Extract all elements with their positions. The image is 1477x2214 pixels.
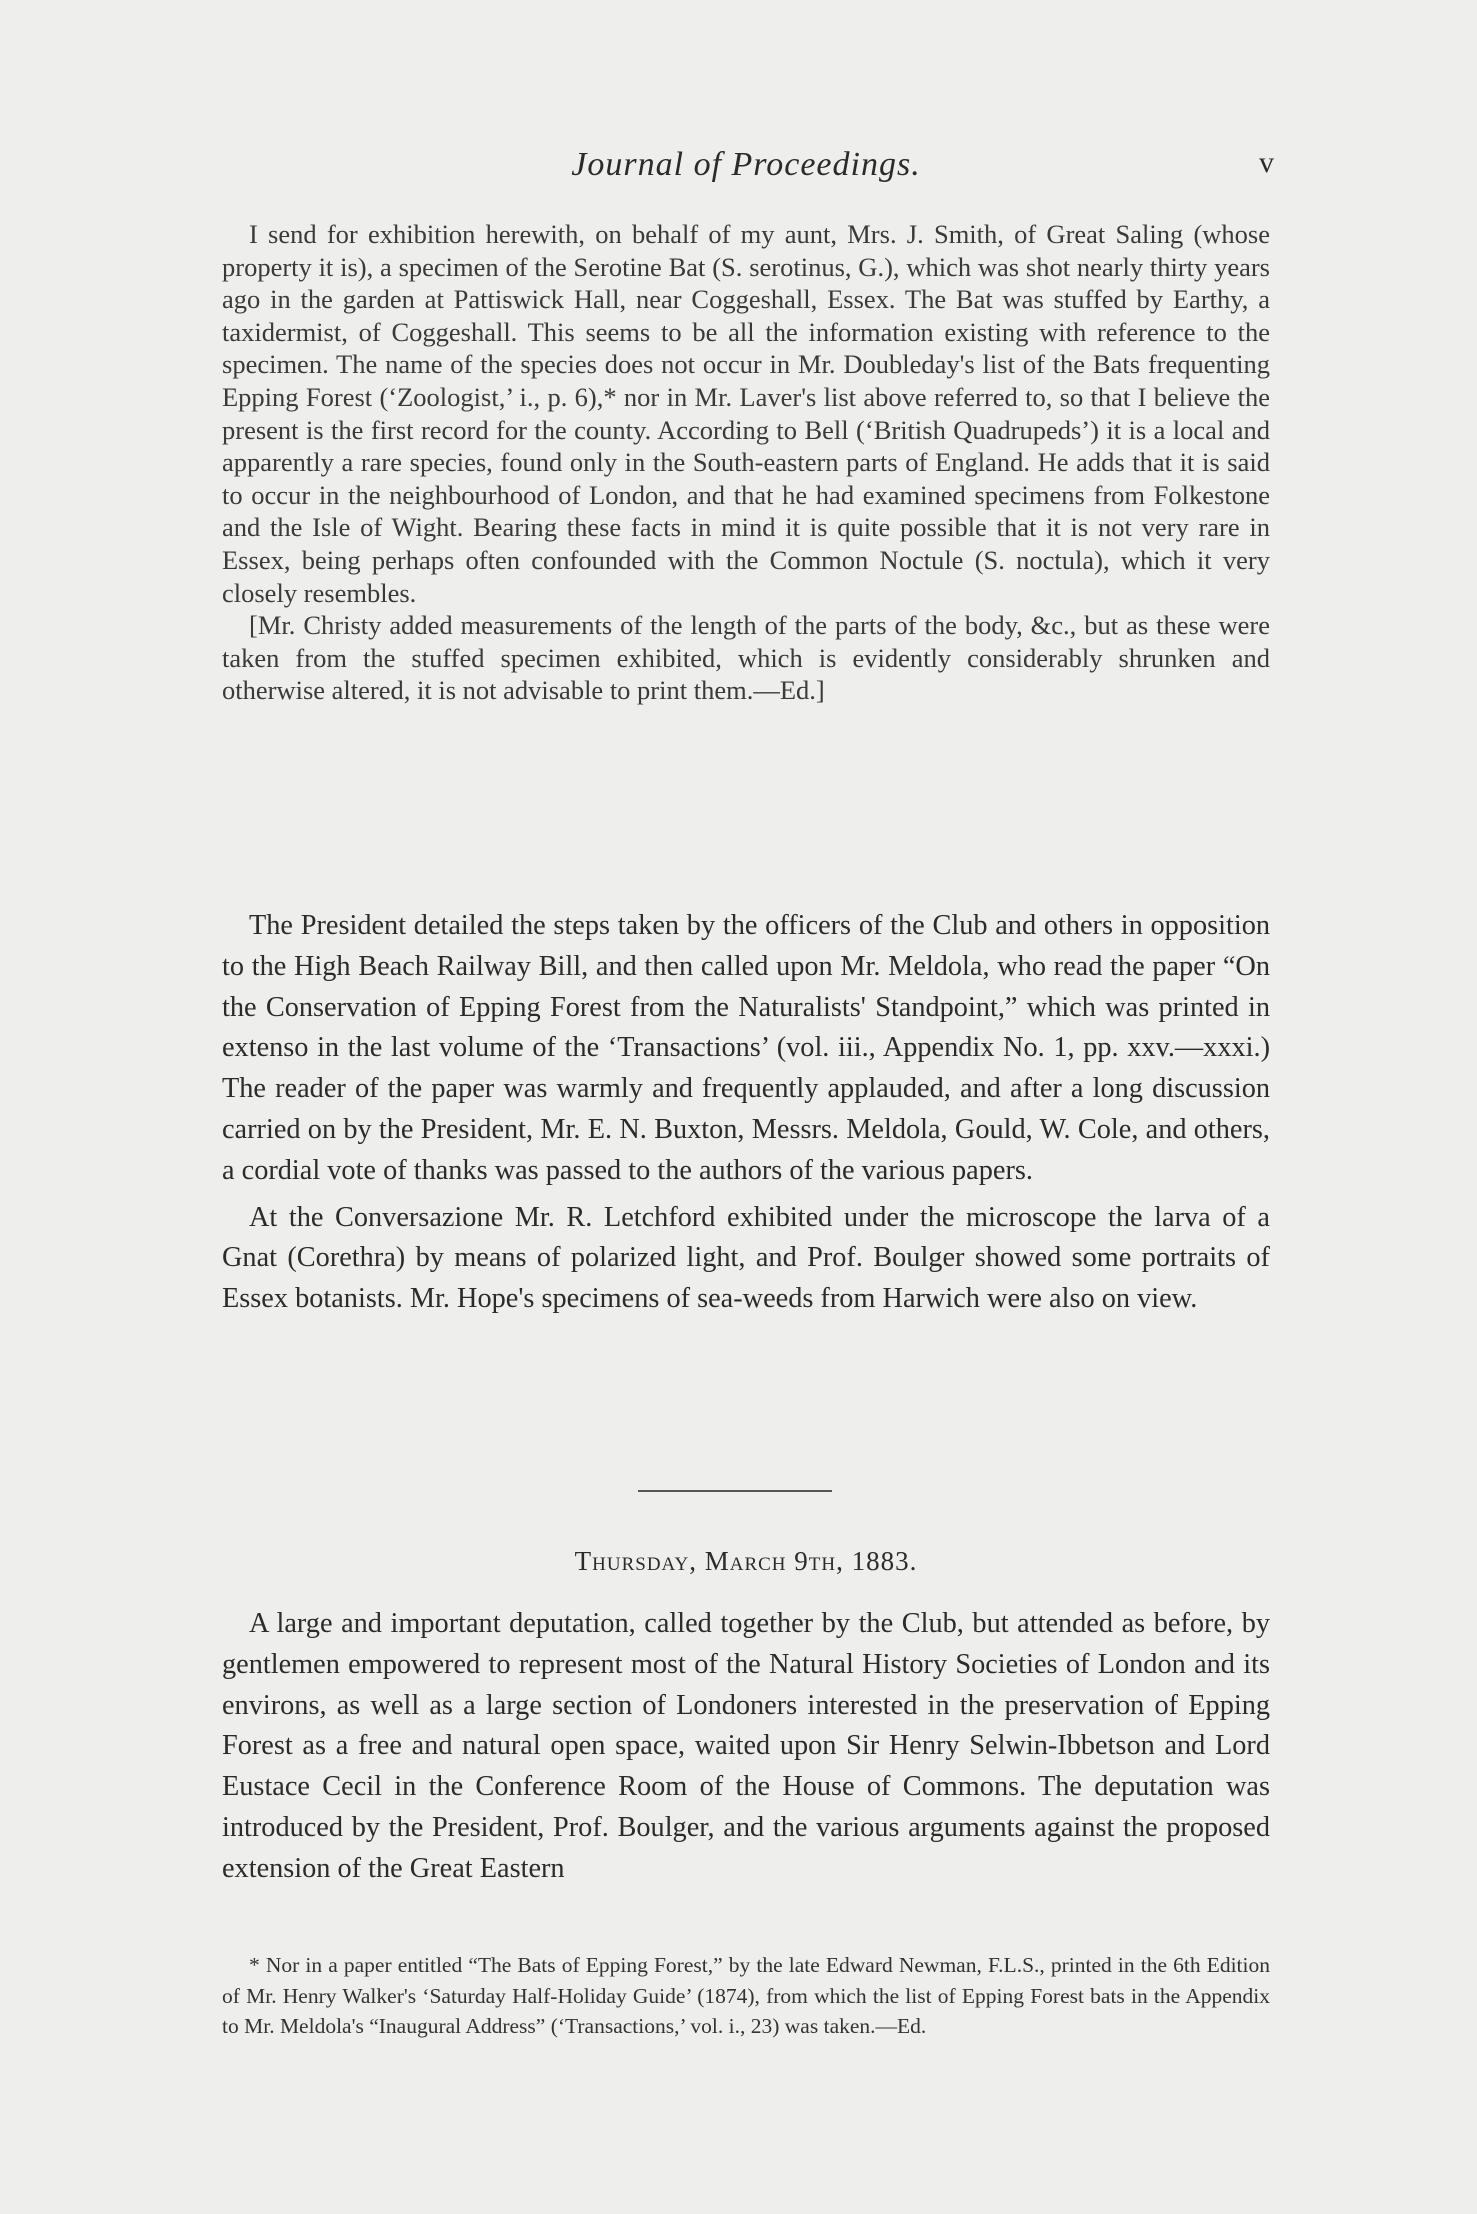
footnote (222, 1950, 1270, 2042)
section-divider (638, 1490, 832, 1492)
page-number: v (1259, 146, 1274, 179)
section-date-heading: Thursday, March 9th, 1883. (574, 1546, 918, 1576)
president-paragraph: The President detailed the steps taken by the officers of the Club and others in opposition to the High Beach Railway Bill, and then called upon Mr. Meldola, who read the paper “On the Conservation of Epping Forest from the Naturalists' Standpoint,” which was printed in extenso in the last volume of the ‘Transactions’ (vol. iii., Appendix No. 1, pp. xxv.—xxxi.) The reader of the paper was warmly and frequently applauded, and after a long discussion carried on by the President, Mr. E. N. Buxton, Messrs. Meldola, Gould, W. Cole, and others, a cordial vote of thanks was passed to the authors of the various papers. (222, 910, 1270, 1186)
editor-note-paragraph: [Mr. Christy added measurements of the length of the parts of the body, &c., but as these were taken from the stuffed specimen exhibited, which is evidently considerably shrunken and otherwise altered, it is not advisable to print them.—Ed.] (222, 610, 1270, 706)
letter-text (222, 218, 1270, 707)
running-head (218, 146, 1274, 186)
journal-title: Journal of Proceedings. (571, 146, 921, 183)
conversazione-paragraph: At the Conversazione Mr. R. Letchford exhibited under the microscope the larva of a Gnat (Corethra) by means of polarized light, and Prof. Boulger showed some portraits of Essex botanists. Mr. Hope's specimens of sea-weeds from Harwich were also on view. (222, 1201, 1270, 1315)
proceedings-text (222, 906, 1270, 1320)
deputation-text (222, 1604, 1270, 1890)
deputation-paragraph: A large and important deputation, called together by the Club, but attended as before, by gentlemen empowered to represent most of the Natural History Societies of London and its environs, as well as a large section of Londoners interested in the preservation of Epping Forest as a free and natural open space, waited upon Sir Henry Selwin-Ibbetson and Lord Eustace Cecil in the Conference Room of the House of Commons. The deputation was introduced by the President, Prof. Boulger, and the various arguments against the proposed extension of the Great Eastern (222, 1608, 1270, 1884)
letter-paragraph: I send for exhibition herewith, on behalf of my aunt, Mrs. J. Smith, of Great Saling (whose property it is), a specimen of the Serotine Bat (S. serotinus, G.), which was shot nearly thirty years ago in the garden at Pattiswick Hall, near Coggeshall, Essex. The Bat was stuffed by Earthy, a taxidermist, of Coggeshall. This seems to be all the information existing with reference to the specimen. The name of the species does not occur in Mr. Doubleday's list of the Bats frequenting Epping Forest (‘Zoologist,’ i., p. 6),* nor in Mr. Laver's list above referred to, so that I believe the present is the first record for the county. According to Bell (‘British Quadrupeds’) it is a local and apparently a rare species, found only in the South-eastern parts of England. He adds that it is said to occur in the neighbourhood of London, and that he had examined specimens from Folkestone and the Isle of Wight. Bearing these facts in mind it is quite possible that it is not very rare in Essex, being perhaps often confounded with the Common Noctule (S. noctula), which it very closely resembles. (222, 219, 1270, 608)
footnote-text: * Nor in a paper entitled “The Bats of Epping Forest,” by the late Edward Newman, F.L.S., printed in the 6th Edition of Mr. Henry Walker's ‘Saturday Half-Holiday Guide’ (1874), from which the list of Epping Forest bats in the Appendix to Mr. Meldola's “Inaugural Address” (‘Transactions,’ vol. i., 23) was taken.—Ed. (222, 1953, 1270, 2038)
